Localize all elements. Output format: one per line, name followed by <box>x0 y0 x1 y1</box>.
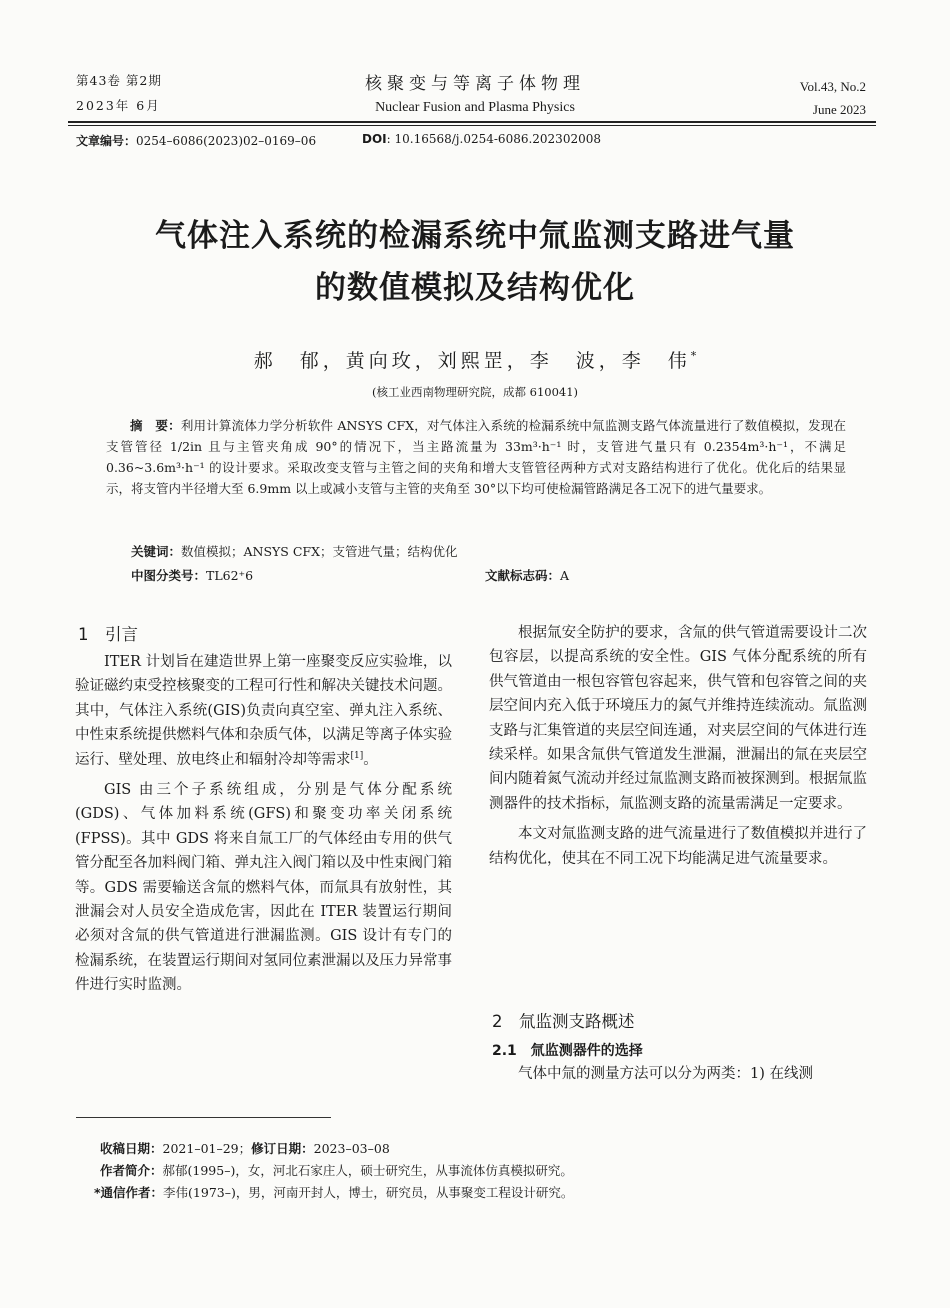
author-list <box>0 346 950 373</box>
author-bio-label: 作者简介： <box>100 1163 163 1178</box>
section-1-paragraph-1-text: ITER 计划旨在建造世界上第一座聚变反应实验堆，以验证磁约束受控核聚变的工程可行性和解决关键技术问题。其中，气体注入系统(GIS)负责向真空室、弹丸注入系统、中性束系统提供燃料气体和杂质气体，以满足等离子体实验运行、壁处理、放电终止和辐射冷却等需求 <box>75 654 452 768</box>
corresponding-author <box>94 1183 573 1201</box>
doi-value: : 10.16568/j.0254-6086.202302008 <box>386 132 601 146</box>
left-column <box>75 650 452 1004</box>
footnote-rule <box>76 1117 331 1118</box>
corresponding-value: 李伟(1973–)，男，河南开封人，博士，研究员，从事聚变工程设计研究。 <box>163 1185 574 1200</box>
section-1-paragraph-2: GIS 由三个子系统组成，分别是气体分配系统(GDS)、气体加料系统(GFS)和聚变功率关闭系统(FPSS)。其中 GDS 将来自氚工厂的气体经由专用的供气管分配至各加料阀门箱、弹丸注入阀门箱以及中性束阀门箱等。GDS 需要输送含氚的燃料气体，而氚具有放射性，其泄漏会对人员安全造成危害，因此在 ITER 装置运行期间必须对含氚的供气管道进行泄漏监测。GIS 设计有专门的检漏系统，在装置运行期间对氢同位素泄漏以及压力异常事件进行实时监测。 <box>75 782 452 994</box>
keywords-label: 关键词： <box>131 544 182 559</box>
abstract-label: 摘 要： <box>130 418 181 433</box>
header-rule <box>68 121 876 123</box>
section-1-paragraph-1-end: 。 <box>363 751 378 768</box>
section-2-1-body <box>489 1062 867 1092</box>
volume-issue-cn: 第43卷 第2期 <box>76 73 162 88</box>
received-label: 收稿日期： <box>100 1141 163 1156</box>
journal-title-en: Nuclear Fusion and Plasma Physics <box>375 100 575 115</box>
corresponding-label: *通信作者： <box>94 1185 164 1200</box>
abstract <box>106 415 846 499</box>
revised-value: 2023–03–08 <box>313 1141 390 1156</box>
section-1-paragraph-4: 本文对氚监测支路的进气流量进行了数值模拟并进行了结构优化，使其在不同工况下均能满足进气流量要求。 <box>489 826 867 867</box>
author-bio <box>100 1161 573 1179</box>
clc-number <box>131 566 253 584</box>
document-code <box>485 566 569 584</box>
header-rule-thin <box>68 125 876 126</box>
document-code-value: A <box>560 568 570 583</box>
affiliation: (核工业西南物理研究院，成都 610041) <box>371 385 579 399</box>
article-title-line-2: 的数值模拟及结构优化 <box>315 270 635 306</box>
keywords <box>131 542 457 560</box>
article-number-value: 0254–6086(2023)02–0169–06 <box>136 134 317 148</box>
revised-label: 修订日期： <box>251 1141 314 1156</box>
date-en: June 2023 <box>812 102 866 117</box>
received-dates <box>100 1139 390 1157</box>
clc-label: 中图分类号： <box>131 568 207 583</box>
author-names: 郝 郁，黄向玫，刘熙罡，李 波，李 伟 <box>253 350 691 372</box>
article-number-label: 文章编号： <box>76 134 137 148</box>
document-code-label: 文献标志码： <box>485 568 561 583</box>
volume-issue-en: Vol.43, No.2 <box>799 79 866 94</box>
journal-title-cn: 核聚变与等离子体物理 <box>365 74 585 94</box>
clc-value: TL62⁺6 <box>206 568 254 583</box>
section-2-1-paragraph-1: 气体中氚的测量方法可以分为两类：1) 在线测 <box>518 1066 813 1082</box>
section-1-heading: 1 引言 <box>78 625 138 644</box>
abstract-text: 利用计算流体力学分析软件 ANSYS CFX，对气体注入系统的检漏系统中氚监测支路气体流量进行了数值模拟，发现在支管管径 1/2in 且与主管夹角成 90°的情况下，当主路流量为 33m³·h⁻¹ 时，支管进气量只有 0.2354m³·h⁻¹，不满足 0.36~3.6m³·h⁻¹ 的设计要求。采取改变支管与主管之间的夹角和增大支管管径两种方式对支路结构进行了优化。优化后的结果显示，将支管内半径增大至 6.9mm 以上或减小支管与主管的夹角至 30°以下均可使检漏管路满足各工况下的进气量要求。 <box>106 418 846 496</box>
section-2-1-heading: 2.1 氚监测器件的选择 <box>492 1043 643 1059</box>
article-number <box>76 132 316 149</box>
keywords-value: 数值模拟；ANSYS CFX；支管进气量；结构优化 <box>181 544 458 559</box>
section-1-paragraph-3: 根据氚安全防护的要求，含氚的供气管道需要设计二次包容层，以提高系统的安全性。GIS 气体分配系统的所有供气管道由一根包容管包容起来，供气管和包容管之间的夹层空间内充入低于环境压力的氮气并维持连续流动。氚监测支路与汇集管道的夹层空间连通，对夹层空间的气体进行连续采样。如果含氚供气管道发生泄漏，泄漏出的氚在夹层空间内随着氮气流动并经过氚监测支路而被探测到。根据氚监测器件的技术指标，氚监测支路的流量需满足一定要求。 <box>489 625 867 812</box>
author-bio-value: 郝郁(1995–)，女，河北石家庄人，硕士研究生，从事流体仿真模拟研究。 <box>162 1163 573 1178</box>
doi <box>362 132 601 146</box>
date-cn: 2023年 6月 <box>76 98 161 113</box>
doi-label: DOI <box>362 132 387 146</box>
citation-ref: [1] <box>350 750 364 761</box>
corresponding-mark: * <box>690 349 697 363</box>
section-1-paragraph-1 <box>75 650 452 772</box>
section-2-heading: 2 氚监测支路概述 <box>492 1012 635 1031</box>
article-title-line-1: 气体注入系统的检漏系统中氚监测支路进气量 <box>155 218 795 254</box>
right-column <box>489 621 867 877</box>
received-value: 2021–01–29； <box>162 1141 252 1156</box>
